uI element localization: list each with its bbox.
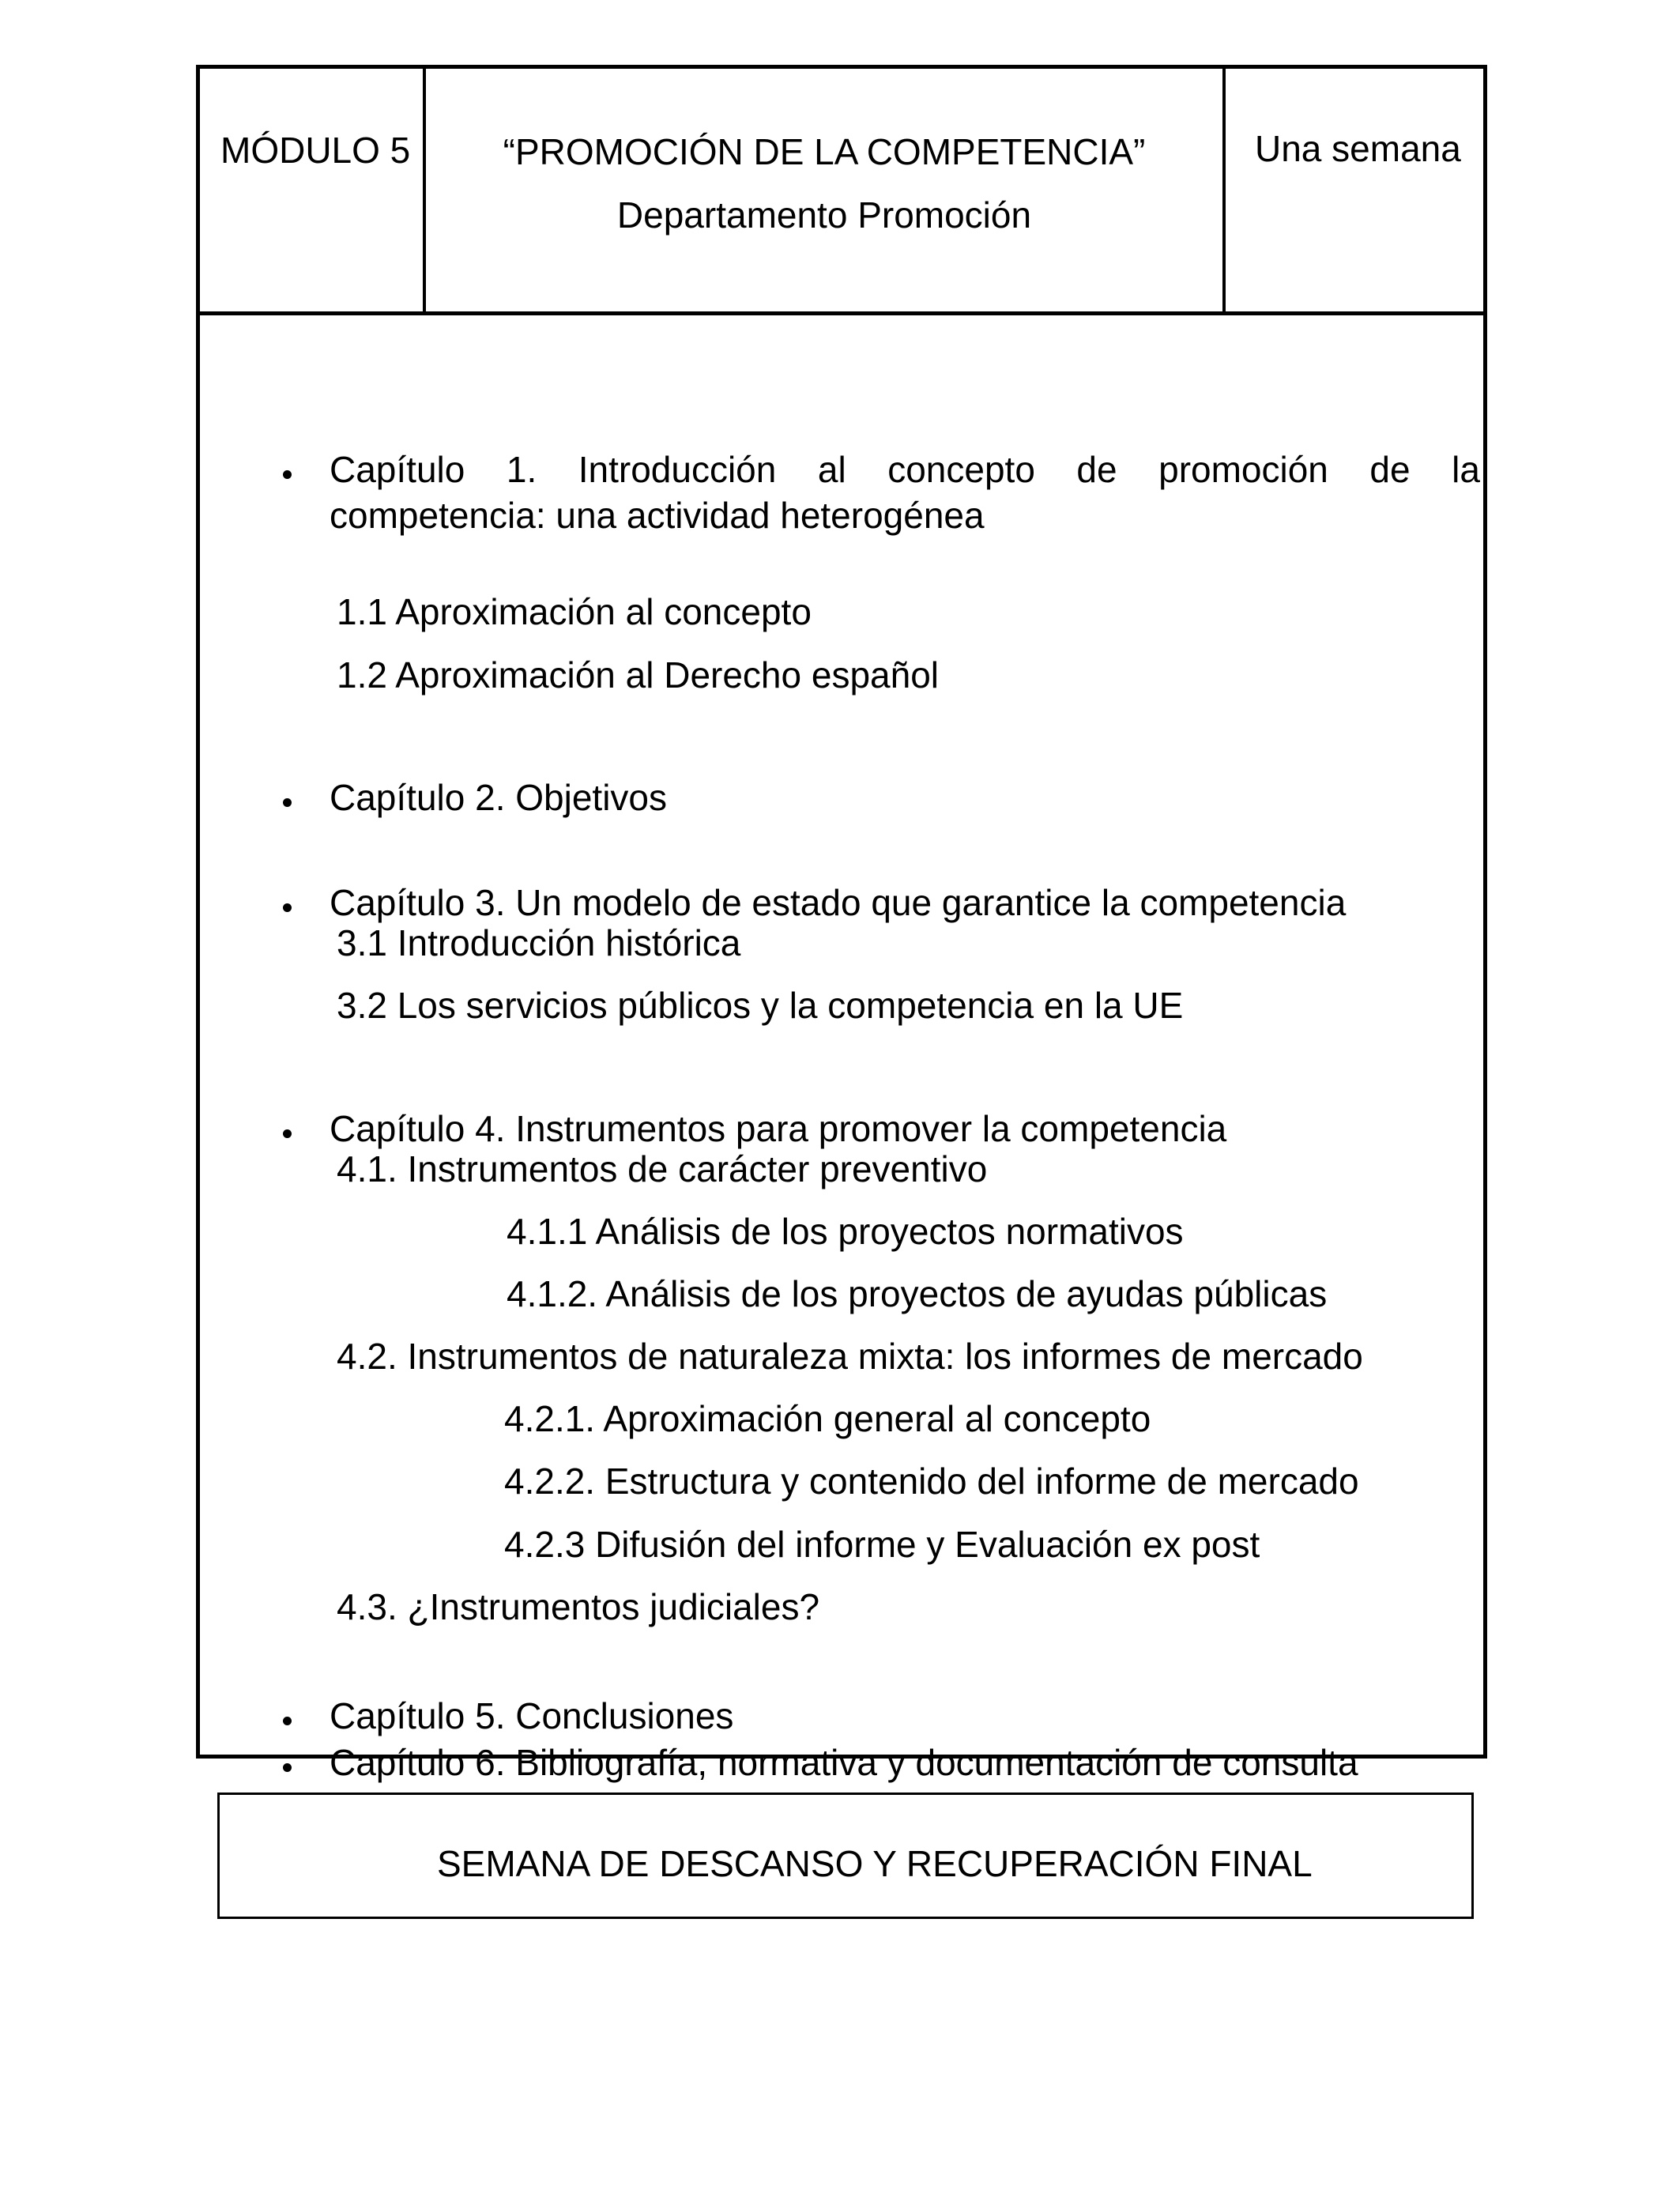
rest-week-box <box>217 1793 1474 1919</box>
chapter-5-title: Capítulo 5. Conclusiones <box>330 1695 734 1736</box>
chapter-1-word: al <box>817 449 846 490</box>
section-4-2-3: 4.2.3 Difusión del informe y Evaluación ex post <box>504 1524 1260 1565</box>
section-4-2: 4.2. Instrumentos de naturaleza mixta: los informes de mercado <box>337 1336 1363 1377</box>
section-3-2: 3.2 Los servicios públicos y la competencia en la UE <box>337 985 1184 1026</box>
chapter-1-word: Capítulo <box>330 449 465 490</box>
section-4-2-1: 4.2.1. Aproximación general al concepto <box>504 1398 1151 1439</box>
module-title: “PROMOCIÓN DE LA COMPETENCIA” <box>503 131 1146 172</box>
chapter-1-word: promoción <box>1158 449 1328 490</box>
chapter-1-word: concepto <box>887 449 1035 490</box>
department-name: Departamento Promoción <box>616 194 1032 236</box>
contents-section <box>200 315 1483 1783</box>
chapter-3-title: Capítulo 3. Un modelo de estado que garantice la competencia <box>330 882 1347 923</box>
chapter-4-title: Capítulo 4. Instrumentos para promover la competencia <box>330 1108 1227 1149</box>
chapter-1-word: de <box>1369 449 1411 490</box>
section-4-3: 4.3. ¿Instrumentos judiciales? <box>337 1586 820 1627</box>
section-1-1: 1.1 Aproximación al concepto <box>337 591 812 632</box>
chapter-2-title: Capítulo 2. Objetivos <box>330 777 668 818</box>
module-title-cell <box>426 69 1222 311</box>
bullet-icon <box>283 470 292 479</box>
column-divider <box>1222 69 1226 311</box>
section-4-2-2: 4.2.2. Estructura y contenido del informe de mercado <box>504 1461 1359 1502</box>
module-header-row <box>200 69 1483 315</box>
chapter-1-word: 1. <box>506 449 537 490</box>
chapter-6-title: Capítulo 6. Bibliografía, normativa y documentación de consulta <box>330 1742 1358 1783</box>
bullet-icon <box>283 1763 292 1772</box>
chapter-1-title-line2: competencia: una actividad heterogénea <box>330 495 985 536</box>
module-label: MÓDULO 5 <box>220 130 411 171</box>
chapter-1-word: la <box>1452 449 1480 490</box>
section-4-1: 4.1. Instrumentos de carácter preventivo <box>337 1148 988 1189</box>
section-1-2: 1.2 Aproximación al Derecho español <box>337 654 940 696</box>
bullet-icon <box>283 1129 292 1138</box>
module-table <box>196 65 1487 1783</box>
duration-label: Una semana <box>1255 128 1461 169</box>
chapter-1-word: Introducción <box>578 449 777 490</box>
chapter-1-word: de <box>1076 449 1117 490</box>
rest-week-label: SEMANA DE DESCANSO Y RECUPERACIÓN FINAL <box>437 1843 1313 1884</box>
section-3-1: 3.1 Introducción histórica <box>337 922 741 963</box>
section-4-1-1: 4.1.1 Análisis de los proyectos normativos <box>507 1211 1184 1252</box>
section-4-1-2: 4.1.2. Análisis de los proyectos de ayudas públicas <box>507 1273 1328 1314</box>
bullet-icon <box>283 903 292 912</box>
bullet-icon <box>283 1717 292 1725</box>
bullet-icon <box>283 798 292 807</box>
chapter-1-title-line1 <box>330 451 1480 488</box>
